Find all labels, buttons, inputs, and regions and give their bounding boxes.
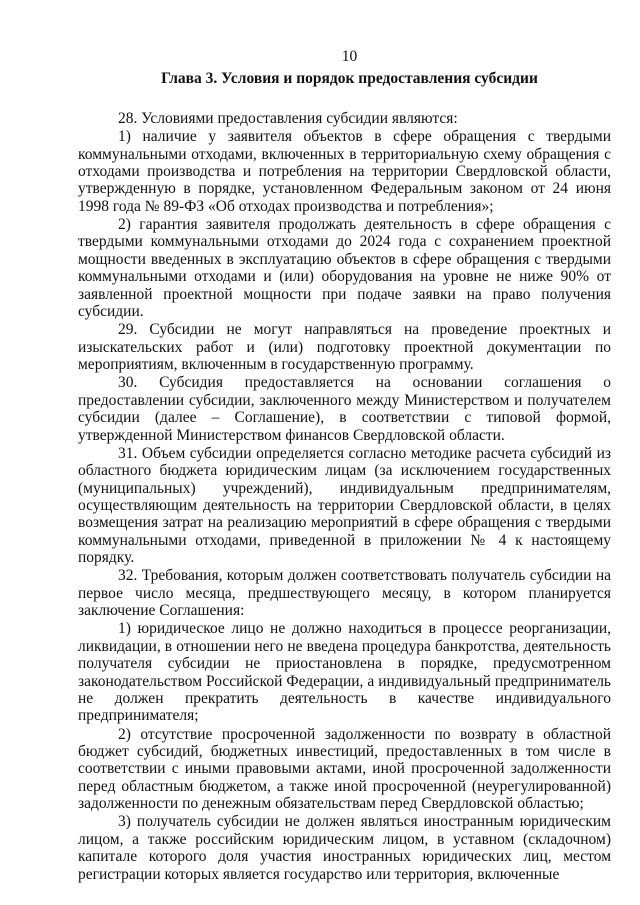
chapter-title: Глава 3. Условия и порядок предоставления субсидии <box>161 70 538 87</box>
paragraph-28-item-1: 1) наличие у заявителя объектов в сфере обращения с твердыми коммунальными отходами, включенных в территориальную схему обращения с отходами производства и потребления на территории Свердловской области, утвержденную в порядке, установленном Федеральным законом от 24 июня 1998 года № 89-ФЗ «Об отходах производства и потребления»; <box>78 128 611 215</box>
paragraph-32-item-3: 3) получатель субсидии не должен являться иностранным юридическим лицом, а также российским юридическим лицом, в уставном (складочном) капитале которого доля участия иностранных юридических лиц, местом регистрации которых является государство или территория, включенные <box>78 813 611 883</box>
paragraph-32: 32. Требования, которым должен соответствовать получатель субсидии на первое число месяца, предшествующего месяцу, в котором планируется заключение Соглашения: <box>78 567 611 620</box>
paragraph-31: 31. Объем субсидии определяется согласно методике расчета субсидий из областного бюджета юридическим лицам (за исключением государственных (муниципальных) учреждений), индивидуальным предпринимателям, осуществляющим деятельность на территории Свердловской области, в целях возмещения затрат на реализацию мероприятий в сфере обращения с твердыми коммунальными отходами, приведенной в приложении № 4 к настоящему порядку. <box>78 444 611 567</box>
paragraph-28-item-2: 2) гарантия заявителя продолжать деятельность в сфере обращения с твердыми коммунальными отходами до 2024 года с сохранением проектной мощности введенных в эксплуатацию объектов в сфере обращения с твердыми коммунальными отходами и (или) оборудования на уровне не ниже 90% от заявленной проектной мощности при подаче заявки на право получения субсидии. <box>78 216 611 321</box>
paragraph-30: 30. Субсидия предоставляется на основании соглашения о предоставлении субсидии, заключенного между Министерством и получателем субсидии (далее – Соглашение), в соответствии с типовой формой, утвержденной Министерством финансов Свердловской области. <box>78 374 611 444</box>
document-page <box>78 48 611 884</box>
paragraph-32-item-2: 2) отсутствие просроченной задолженности по возврату в областной бюджет субсидий, бюджетных инвестиций, предоставленных в том числе в соответствии с иными правовыми актами, иной просроченной задолженности перед областным бюджетом, а также иной просроченной (неурегулированной) задолженности по денежным обязательствам перед Свердловской областью; <box>78 725 611 813</box>
paragraph-32-item-1: 1) юридическое лицо не должно находиться в процессе реорганизации, ликвидации, в отношении него не введена процедура банкротства, деятельность получателя субсидии не приостановлена в порядке, предусмотренном законодательством Российской Федерации, а индивидуальный предприниматель не должен прекратить деятельность в качестве индивидуального предпринимателя; <box>78 620 611 725</box>
paragraph-28: 28. Условиями предоставления субсидии являются: <box>118 110 458 127</box>
page-number: 10 <box>341 48 358 65</box>
paragraph-29: 29. Субсидии не могут направляться на проведение проектных и изыскательских работ и (или) подготовку проектной документации по мероприятиям, включенным в государственную программу. <box>78 321 611 374</box>
